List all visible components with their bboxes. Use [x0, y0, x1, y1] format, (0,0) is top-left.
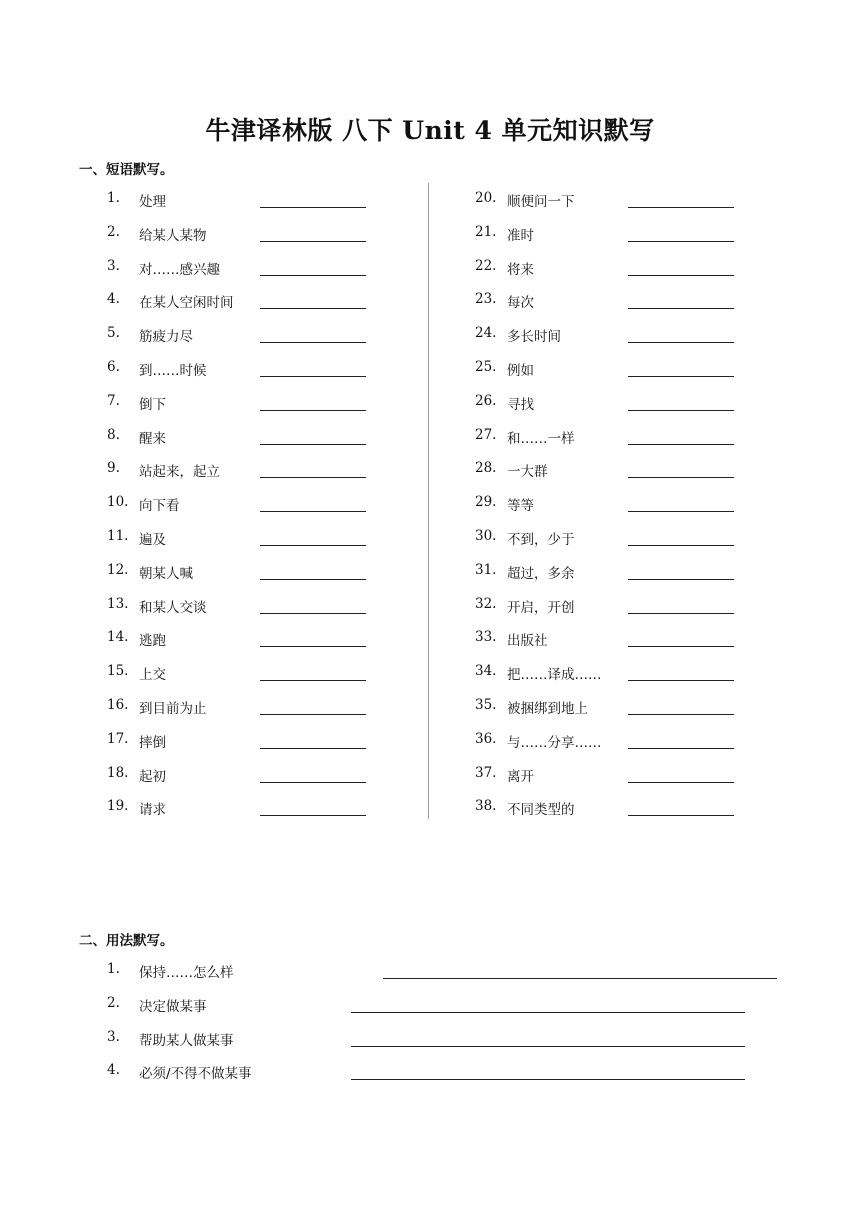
answer-blank[interactable]	[628, 308, 734, 309]
phrase-row	[107, 695, 437, 729]
answer-blank[interactable]	[628, 748, 734, 749]
answer-blank[interactable]	[260, 376, 366, 377]
phrase-prompt: 摔倒	[139, 734, 166, 751]
phrase-prompt: 把……译成……	[507, 667, 602, 684]
phrase-prompt: 朝某人喊	[139, 565, 193, 582]
answer-blank[interactable]	[628, 241, 734, 242]
answer-blank[interactable]	[260, 815, 366, 816]
phrase-row	[475, 425, 805, 459]
answer-blank[interactable]	[260, 680, 366, 681]
phrase-prompt: 准时	[507, 227, 534, 244]
answer-blank[interactable]	[628, 579, 734, 580]
item-number: 20.	[475, 190, 497, 206]
usage-row	[107, 1060, 807, 1094]
item-number: 37.	[475, 764, 497, 781]
phrase-prompt: 例如	[507, 362, 534, 379]
answer-blank[interactable]	[260, 241, 366, 242]
phrase-prompt: 处理	[139, 194, 166, 210]
phrase-prompt: 给某人某物	[139, 227, 207, 244]
answer-blank[interactable]	[260, 444, 366, 445]
phrase-row	[475, 357, 805, 391]
answer-blank[interactable]	[260, 714, 366, 715]
item-number: 1.	[107, 190, 120, 206]
answer-blank[interactable]	[628, 815, 734, 816]
item-number: 5.	[107, 325, 120, 342]
phrase-prompt: 被捆绑到地上	[507, 700, 588, 717]
phrase-row	[475, 458, 805, 492]
answer-blank[interactable]	[628, 680, 734, 681]
item-number: 34.	[475, 663, 497, 680]
answer-blank[interactable]	[260, 207, 366, 208]
usage-list	[107, 959, 807, 1094]
phrase-row	[107, 594, 437, 628]
answer-blank[interactable]	[260, 782, 366, 783]
item-number: 30.	[475, 527, 497, 544]
phrase-list-right	[475, 188, 805, 830]
phrase-row	[475, 526, 805, 560]
phrase-row	[475, 729, 805, 763]
usage-row	[107, 959, 807, 993]
phrase-row	[475, 627, 805, 661]
answer-blank[interactable]	[260, 275, 366, 276]
item-number: 36.	[475, 730, 497, 747]
item-number: 12.	[107, 561, 129, 578]
answer-blank[interactable]	[628, 613, 734, 614]
item-number: 16.	[107, 696, 129, 713]
phrase-row	[475, 560, 805, 594]
item-number: 23.	[475, 291, 497, 308]
usage-prompt: 保持……怎么样	[139, 965, 234, 981]
answer-blank[interactable]	[351, 1079, 745, 1080]
phrase-row	[107, 323, 437, 357]
answer-blank[interactable]	[260, 410, 366, 411]
answer-blank[interactable]	[628, 646, 734, 647]
item-number: 19.	[107, 798, 129, 815]
phrase-row	[475, 695, 805, 729]
answer-blank[interactable]	[628, 376, 734, 377]
phrase-row	[107, 289, 437, 323]
item-number: 3.	[107, 1028, 120, 1045]
phrase-row	[107, 391, 437, 425]
phrase-row	[475, 492, 805, 526]
usage-row	[107, 1027, 807, 1061]
item-number: 2.	[107, 994, 120, 1011]
answer-blank[interactable]	[260, 511, 366, 512]
phrase-row	[107, 796, 437, 830]
item-number: 4.	[107, 291, 120, 308]
phrase-row	[107, 222, 437, 256]
phrase-prompt: 到……时候	[139, 362, 207, 379]
phrase-prompt: 将来	[507, 261, 534, 278]
phrase-prompt: 寻找	[507, 396, 534, 413]
phrase-list-left	[107, 188, 437, 830]
phrase-row	[107, 661, 437, 695]
item-number: 3.	[107, 257, 120, 274]
item-number: 4.	[107, 1062, 120, 1079]
phrase-row	[107, 188, 437, 222]
phrase-prompt: 站起来，起立	[139, 464, 220, 481]
phrase-prompt: 等等	[507, 498, 534, 515]
phrase-row	[475, 323, 805, 357]
item-number: 29.	[475, 494, 497, 511]
answer-blank[interactable]	[628, 714, 734, 715]
answer-blank[interactable]	[260, 477, 366, 478]
phrase-row	[475, 188, 805, 222]
phrase-row	[475, 661, 805, 695]
phrase-row	[107, 256, 437, 290]
phrase-prompt: 上交	[139, 667, 166, 684]
item-number: 31.	[475, 561, 497, 578]
item-number: 9.	[107, 460, 120, 477]
section-heading-usage: 二、用法默写。	[79, 933, 174, 949]
item-number: 25.	[475, 358, 497, 375]
item-number: 17.	[107, 730, 129, 747]
answer-blank[interactable]	[628, 545, 734, 546]
answer-blank[interactable]	[628, 477, 734, 478]
item-number: 32.	[475, 595, 497, 612]
answer-blank[interactable]	[628, 410, 734, 411]
answer-blank[interactable]	[628, 275, 734, 276]
answer-blank[interactable]	[260, 646, 366, 647]
phrase-prompt: 顺便问一下	[507, 194, 575, 210]
answer-blank[interactable]	[260, 342, 366, 343]
phrase-row	[475, 763, 805, 797]
phrase-prompt: 与……分享……	[507, 734, 602, 751]
usage-prompt: 必须/不得不做某事	[139, 1066, 252, 1083]
answer-blank[interactable]	[260, 545, 366, 546]
item-number: 6.	[107, 358, 120, 375]
section-heading-phrases: 一、短语默写。	[79, 162, 174, 178]
answer-blank[interactable]	[260, 748, 366, 749]
phrase-prompt: 筋疲力尽	[139, 329, 193, 346]
phrase-row	[107, 357, 437, 391]
phrase-row	[475, 391, 805, 425]
item-number: 28.	[475, 460, 497, 477]
item-number: 10.	[107, 494, 129, 511]
usage-prompt: 决定做某事	[139, 998, 207, 1015]
phrase-prompt: 不同类型的	[507, 802, 575, 819]
phrase-prompt: 一大群	[507, 464, 548, 481]
item-number: 15.	[107, 663, 129, 680]
phrase-row	[107, 492, 437, 526]
phrase-prompt: 倒下	[139, 396, 166, 413]
phrase-prompt: 逃跑	[139, 633, 166, 650]
answer-blank[interactable]	[628, 444, 734, 445]
answer-blank[interactable]	[260, 613, 366, 614]
phrase-row	[107, 458, 437, 492]
answer-blank[interactable]	[260, 308, 366, 309]
phrase-row	[107, 729, 437, 763]
answer-blank[interactable]	[383, 978, 777, 979]
phrase-prompt: 和……一样	[507, 430, 575, 447]
answer-blank[interactable]	[260, 579, 366, 580]
answer-blank[interactable]	[351, 1046, 745, 1047]
phrase-prompt: 起初	[139, 768, 166, 785]
phrase-row	[107, 526, 437, 560]
item-number: 38.	[475, 798, 497, 815]
item-number: 7.	[107, 392, 120, 409]
phrase-row	[107, 425, 437, 459]
phrase-row	[475, 594, 805, 628]
item-number: 18.	[107, 764, 129, 781]
answer-blank[interactable]	[628, 511, 734, 512]
phrase-prompt: 离开	[507, 768, 534, 785]
phrase-prompt: 到目前为止	[139, 700, 207, 717]
answer-blank[interactable]	[628, 342, 734, 343]
phrase-prompt: 出版社	[507, 633, 548, 650]
phrase-row	[475, 222, 805, 256]
phrase-prompt: 对……感兴趣	[139, 261, 220, 278]
item-number: 35.	[475, 696, 497, 713]
phrase-prompt: 请求	[139, 802, 166, 819]
phrase-row	[107, 560, 437, 594]
usage-row	[107, 993, 807, 1027]
item-number: 13.	[107, 595, 129, 612]
item-number: 1.	[107, 961, 120, 977]
answer-blank[interactable]	[351, 1012, 745, 1013]
phrase-row	[475, 256, 805, 290]
phrase-prompt: 多长时间	[507, 329, 561, 346]
item-number: 24.	[475, 325, 497, 342]
answer-blank[interactable]	[628, 207, 734, 208]
phrase-prompt: 开启，开创	[507, 599, 575, 616]
phrase-prompt: 超过，多余	[507, 565, 575, 582]
item-number: 11.	[107, 527, 129, 544]
phrase-row	[475, 796, 805, 830]
phrase-row	[107, 763, 437, 797]
item-number: 14.	[107, 629, 129, 646]
phrase-prompt: 不到，少于	[507, 531, 575, 548]
page-title: 牛津译林版 八下 Unit 4 单元知识默写	[205, 116, 655, 145]
phrase-prompt: 醒来	[139, 430, 166, 447]
phrase-prompt: 每次	[507, 295, 534, 312]
phrase-prompt: 遍及	[139, 531, 166, 548]
item-number: 22.	[475, 257, 497, 274]
usage-prompt: 帮助某人做某事	[139, 1032, 234, 1049]
answer-blank[interactable]	[628, 782, 734, 783]
item-number: 2.	[107, 223, 120, 240]
item-number: 26.	[475, 392, 497, 409]
phrase-prompt: 和某人交谈	[139, 599, 207, 616]
phrase-row	[107, 627, 437, 661]
item-number: 27.	[475, 426, 497, 443]
phrase-row	[475, 289, 805, 323]
phrase-prompt: 在某人空闲时间	[139, 295, 234, 312]
item-number: 8.	[107, 426, 120, 443]
item-number: 33.	[475, 629, 497, 646]
phrase-prompt: 向下看	[139, 498, 180, 515]
item-number: 21.	[475, 223, 497, 240]
